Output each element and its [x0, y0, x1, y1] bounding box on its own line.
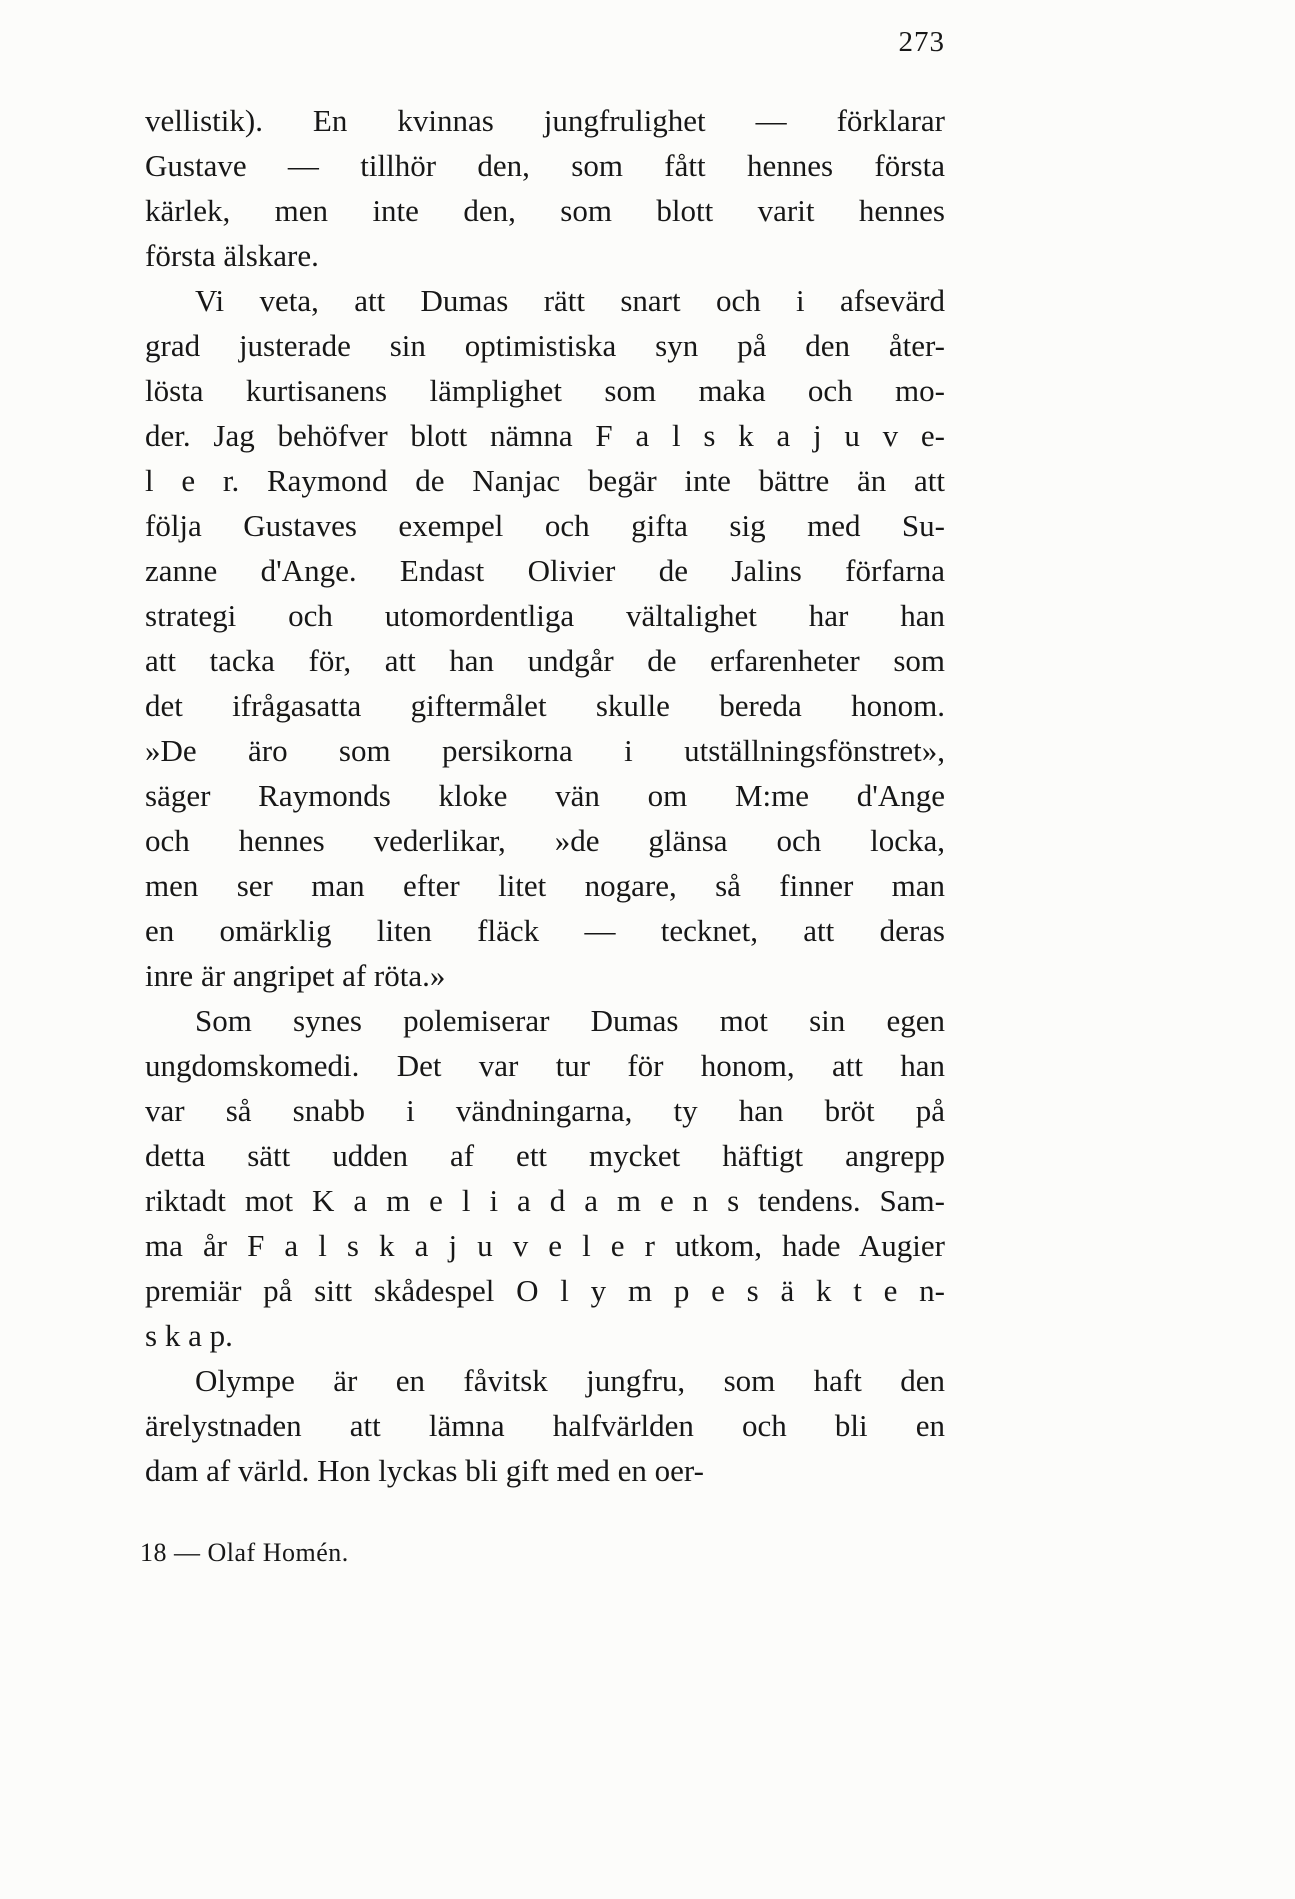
- text-line: zanne d'Ange. Endast Olivier de Jalins förfarna: [145, 553, 945, 588]
- text-line: Som synes polemiserar Dumas mot sin egen: [195, 1003, 945, 1038]
- text-line: detta sätt udden af ett mycket häftigt angrepp: [145, 1138, 945, 1173]
- text-line: var så snabb i vändningarna, ty han bröt på: [145, 1093, 945, 1128]
- text-line: kärlek, men inte den, som blott varit hennes: [145, 193, 945, 228]
- text-line: lösta kurtisanens lämplighet som maka och mo-: [145, 373, 945, 408]
- text-line: Olympe är en fåvitsk jungfru, som haft den: [195, 1363, 945, 1398]
- text-line: der. Jag behöfver blott nämna F a l s k a j u v e-: [145, 418, 945, 453]
- text-line: riktadt mot K a m e l i a d a m e n s tendens. Sam-: [145, 1183, 945, 1218]
- text-line: vellistik). En kvinnas jungfrulighet — förklarar: [145, 103, 945, 138]
- text-line: l e r. Raymond de Nanjac begär inte bättre än att: [145, 463, 945, 498]
- text-line: dam af värld. Hon lyckas bli gift med en oer-: [145, 1453, 704, 1488]
- text-block: [145, 98, 945, 1493]
- text-line: grad justerade sin optimistiska syn på den åter-: [145, 328, 945, 363]
- text-line: en omärklig liten fläck — tecknet, att deras: [145, 913, 945, 948]
- text-line: säger Raymonds kloke vän om M:me d'Ange: [145, 778, 945, 813]
- text-line: premiär på sitt skådespel O l y m p e s ä k t e n-: [145, 1273, 945, 1308]
- text-line: s k a p.: [145, 1318, 233, 1353]
- text-line: ma år F a l s k a j u v e l e r utkom, hade Augier: [145, 1228, 945, 1263]
- text-line: det ifrågasatta giftermålet skulle bereda honom.: [145, 688, 945, 723]
- text-line: »De äro som persikorna i utställningsfönstret»,: [145, 733, 945, 768]
- text-line: första älskare.: [145, 238, 319, 273]
- text-line: strategi och utomordentliga vältalighet har han: [145, 598, 945, 633]
- text-line: men ser man efter litet nogare, så finner man: [145, 868, 945, 903]
- text-line: ungdomskomedi. Det var tur för honom, att han: [145, 1048, 945, 1083]
- text-line: inre är angripet af röta.»: [145, 958, 446, 993]
- text-line: att tacka för, att han undgår de erfarenheter som: [145, 643, 945, 678]
- text-line: Vi veta, att Dumas rätt snart och i afsevärd: [195, 283, 945, 318]
- text-line: Gustave — tillhör den, som fått hennes första: [145, 148, 945, 183]
- text-line: följa Gustaves exempel och gifta sig med Su-: [145, 508, 945, 543]
- text-line: ärelystnaden att lämna halfvärlden och bli en: [145, 1408, 945, 1443]
- page-number: 273: [898, 26, 945, 58]
- signature-footer: 18 — Olaf Homén.: [140, 1538, 349, 1567]
- text-line: och hennes vederlikar, »de glänsa och locka,: [145, 823, 945, 858]
